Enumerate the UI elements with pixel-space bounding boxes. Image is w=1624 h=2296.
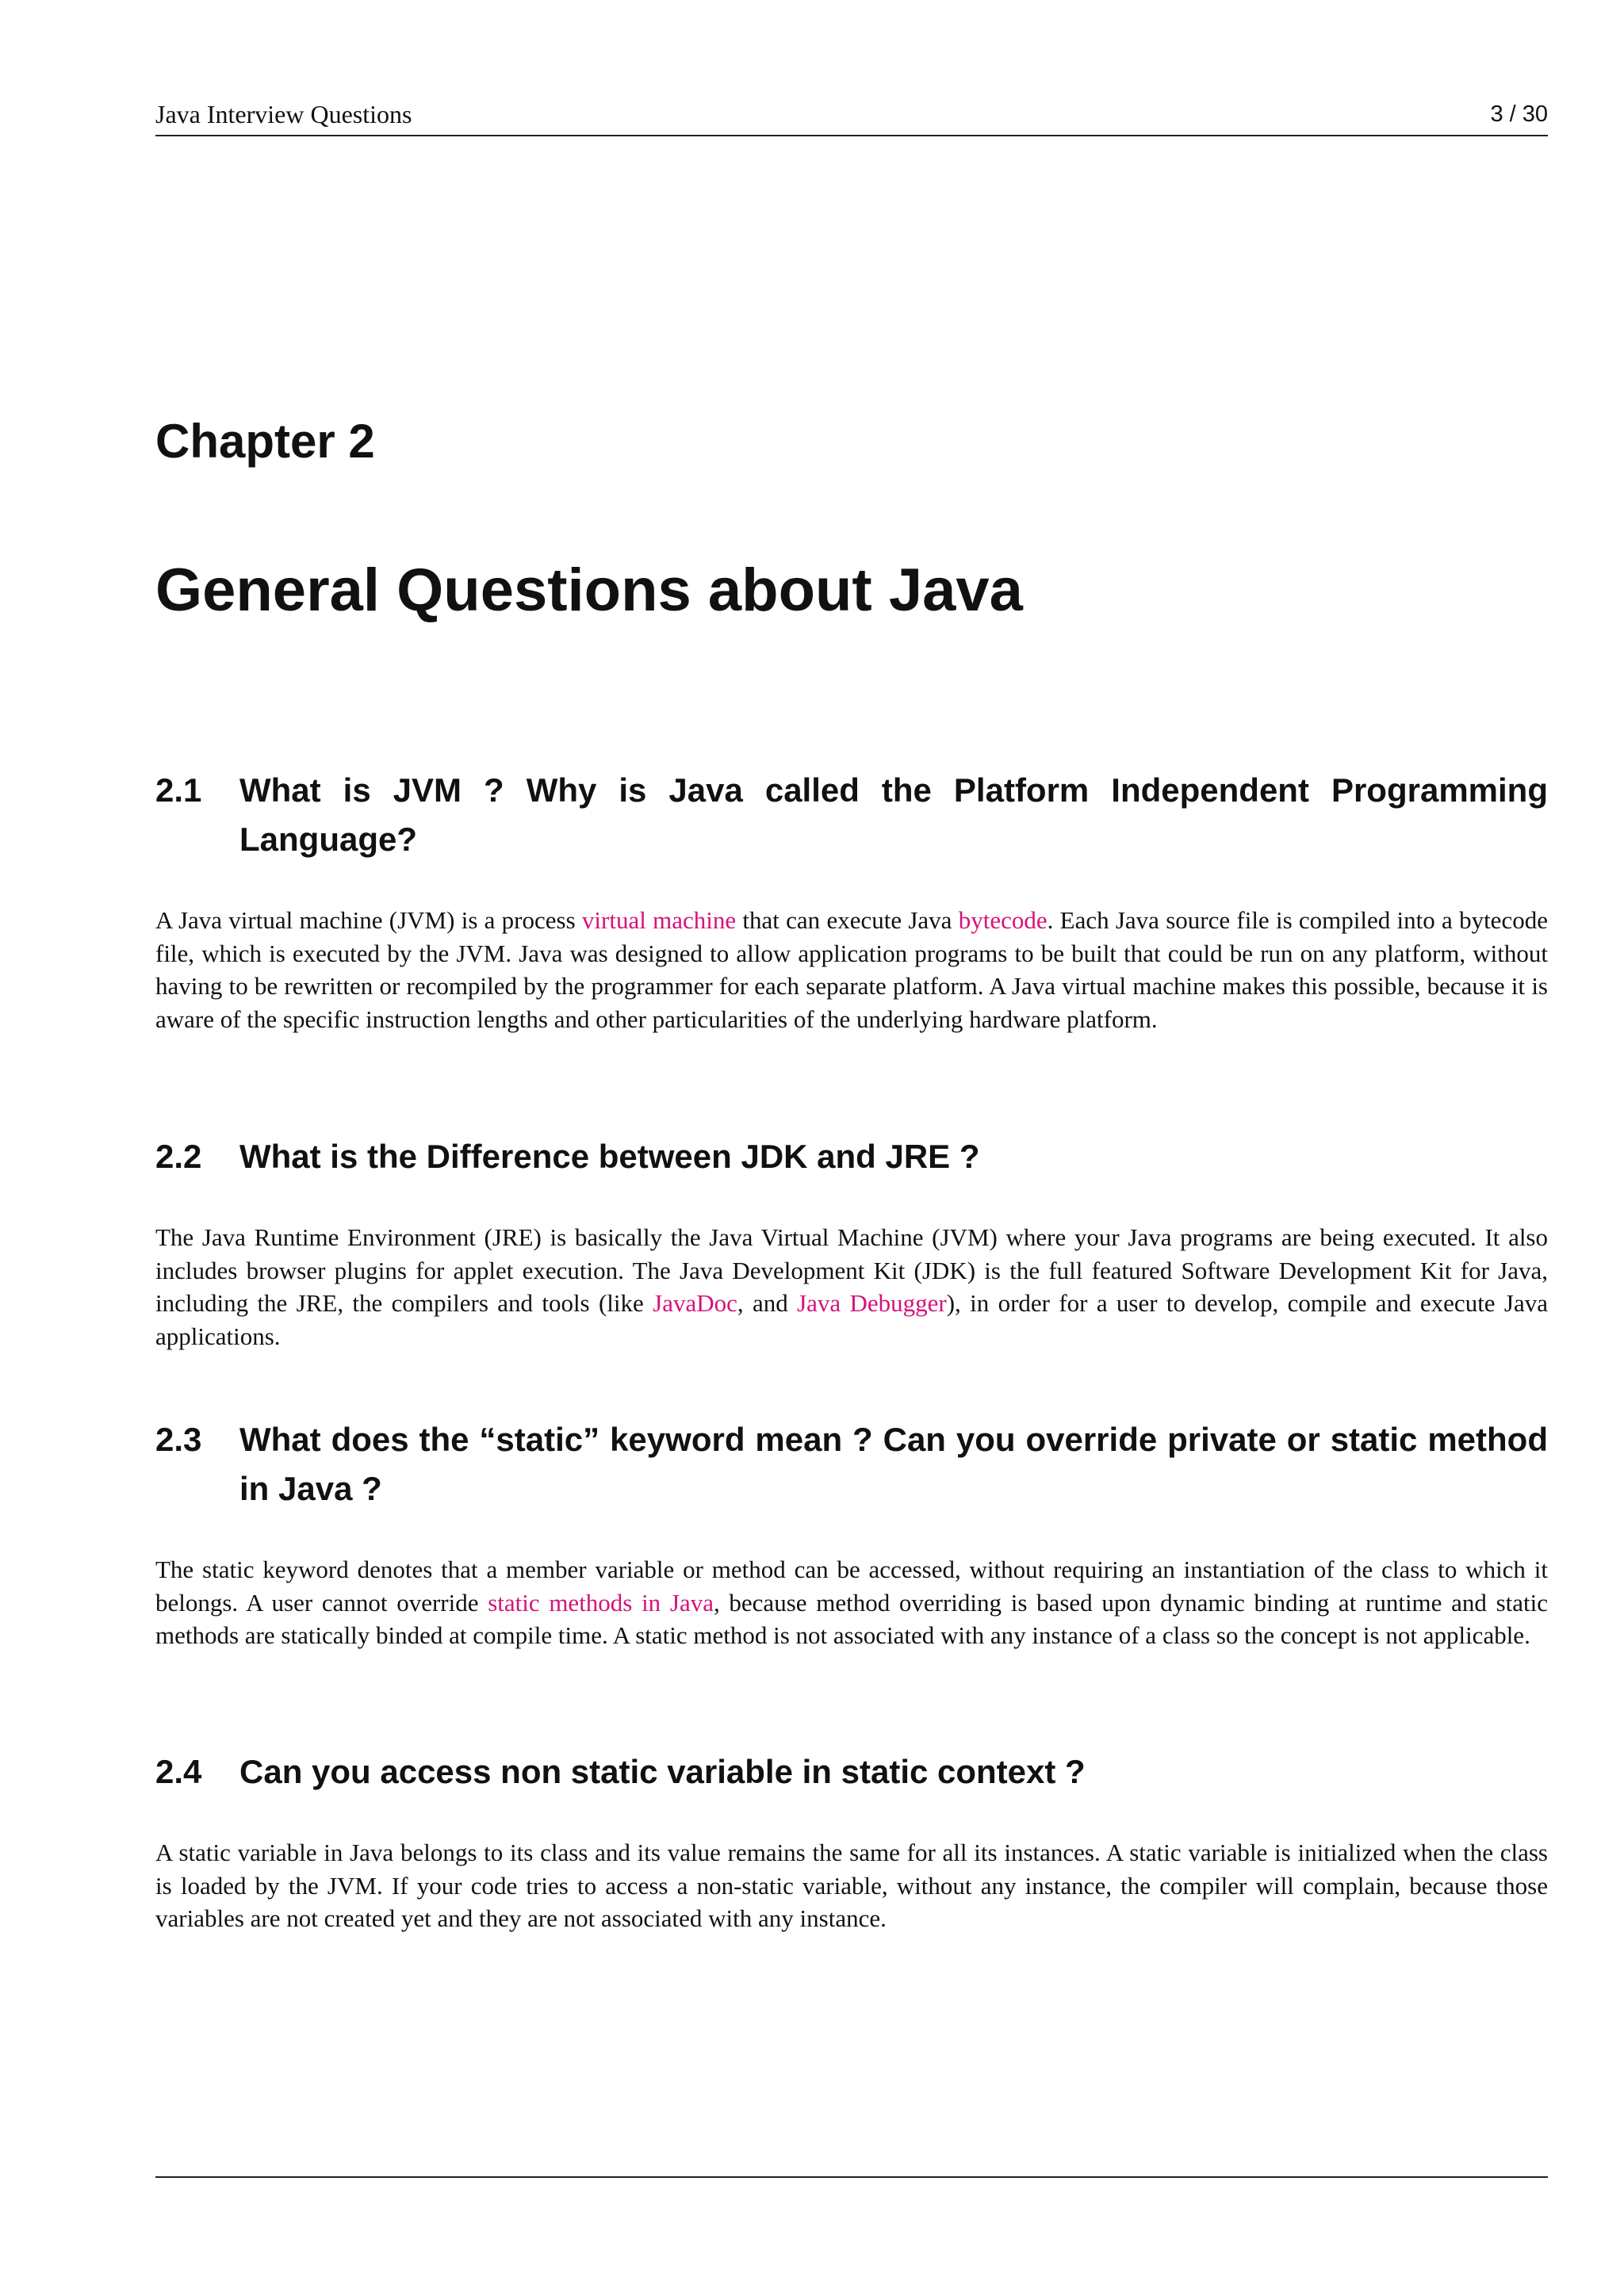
section-paragraph (155, 1221, 1548, 1353)
footer-rule (155, 2176, 1548, 2178)
chapter-title: General Questions about Java (155, 557, 1023, 624)
chapter-label: Chapter 2 (155, 415, 375, 468)
section-2-3 (155, 1415, 1548, 1652)
section-title: What is the Difference between JDK and JRE ? (239, 1138, 980, 1175)
section-title: What does the “static” keyword mean ? Can you override private or static method in Java ? (239, 1421, 1548, 1507)
paragraph-text: that can execute Java (736, 906, 959, 934)
section-2-1 (155, 766, 1548, 1035)
paragraph-text: , because method overriding is based upon dynamic binding at runtime and static methods are statically binded at compile time. A static method is not associated with any instance of a class so the concept is not applicable. (155, 1588, 1549, 1649)
section-number: 2.2 (155, 1138, 202, 1175)
link-bytecode[interactable]: bytecode (958, 906, 1048, 934)
section-heading (155, 1415, 1548, 1513)
link-javadoc[interactable]: JavaDoc (653, 1289, 737, 1317)
section-heading (155, 1747, 1548, 1797)
paragraph-text: A static variable in Java belongs to its class and its value remains the same for all its instances. A static variable is initialized when the class is loaded by the JVM. If your code tries to access a non-static variable, without any instance, the compiler will complain, because those variables are not created yet and they are not associated with any instance. (155, 1839, 1548, 1932)
paragraph-text: The static keyword denotes that a member variable or method can be accessed, without requiring an instantiation of the class to which it belongs. A user cannot override (155, 1556, 1548, 1617)
section-paragraph (155, 904, 1548, 1035)
section-number: 2.3 (155, 1421, 202, 1458)
section-2-4 (155, 1747, 1548, 1935)
paragraph-text: The Java Runtime Environment (JRE) is basically the Java Virtual Machine (JVM) where your Java programs are being executed. It also includes browser plugins for applet execution. The Java Development Kit (JDK) is the full featured Software Development Kit for Java, including the JRE, the compilers and tools (like (155, 1223, 1548, 1317)
document-page (155, 0, 1548, 2296)
paragraph-text: ), in order for a user to develop, compile and execute Java applications. (155, 1289, 1548, 1350)
running-header (155, 98, 1548, 136)
section-heading (155, 766, 1548, 864)
section-2-2 (155, 1132, 1548, 1353)
document-title: Java Interview Questions (155, 100, 412, 128)
section-title: Can you access non static variable in static context ? (239, 1753, 1086, 1790)
paragraph-text: , and (737, 1289, 798, 1317)
section-title: What is JVM ? Why is Java called the Platform Independent Programming Language? (239, 771, 1548, 858)
section-number: 2.1 (155, 771, 202, 809)
link-java-debugger[interactable]: Java Debugger (797, 1289, 947, 1317)
link-virtual-machine[interactable]: virtual machine (581, 906, 737, 934)
section-number: 2.4 (155, 1753, 202, 1790)
page-number: 3 / 30 (1490, 101, 1548, 127)
section-paragraph (155, 1553, 1548, 1652)
section-heading (155, 1132, 1548, 1181)
link-static-methods-in-java[interactable]: static methods in Java (488, 1588, 714, 1617)
paragraph-text: A Java virtual machine (JVM) is a process (155, 906, 582, 934)
section-paragraph (155, 1836, 1548, 1935)
paragraph-text: . Each Java source file is compiled into a bytecode file, which is executed by the JVM. Java was designed to allow application programs to be built that could be run on any platform, without having to be rewritten or recompiled by the programmer for each separate platform. A Java virtual machine makes this possible, because it is aware of the specific instruction lengths and other particularities of the underlying hardware platform. (155, 906, 1548, 1033)
